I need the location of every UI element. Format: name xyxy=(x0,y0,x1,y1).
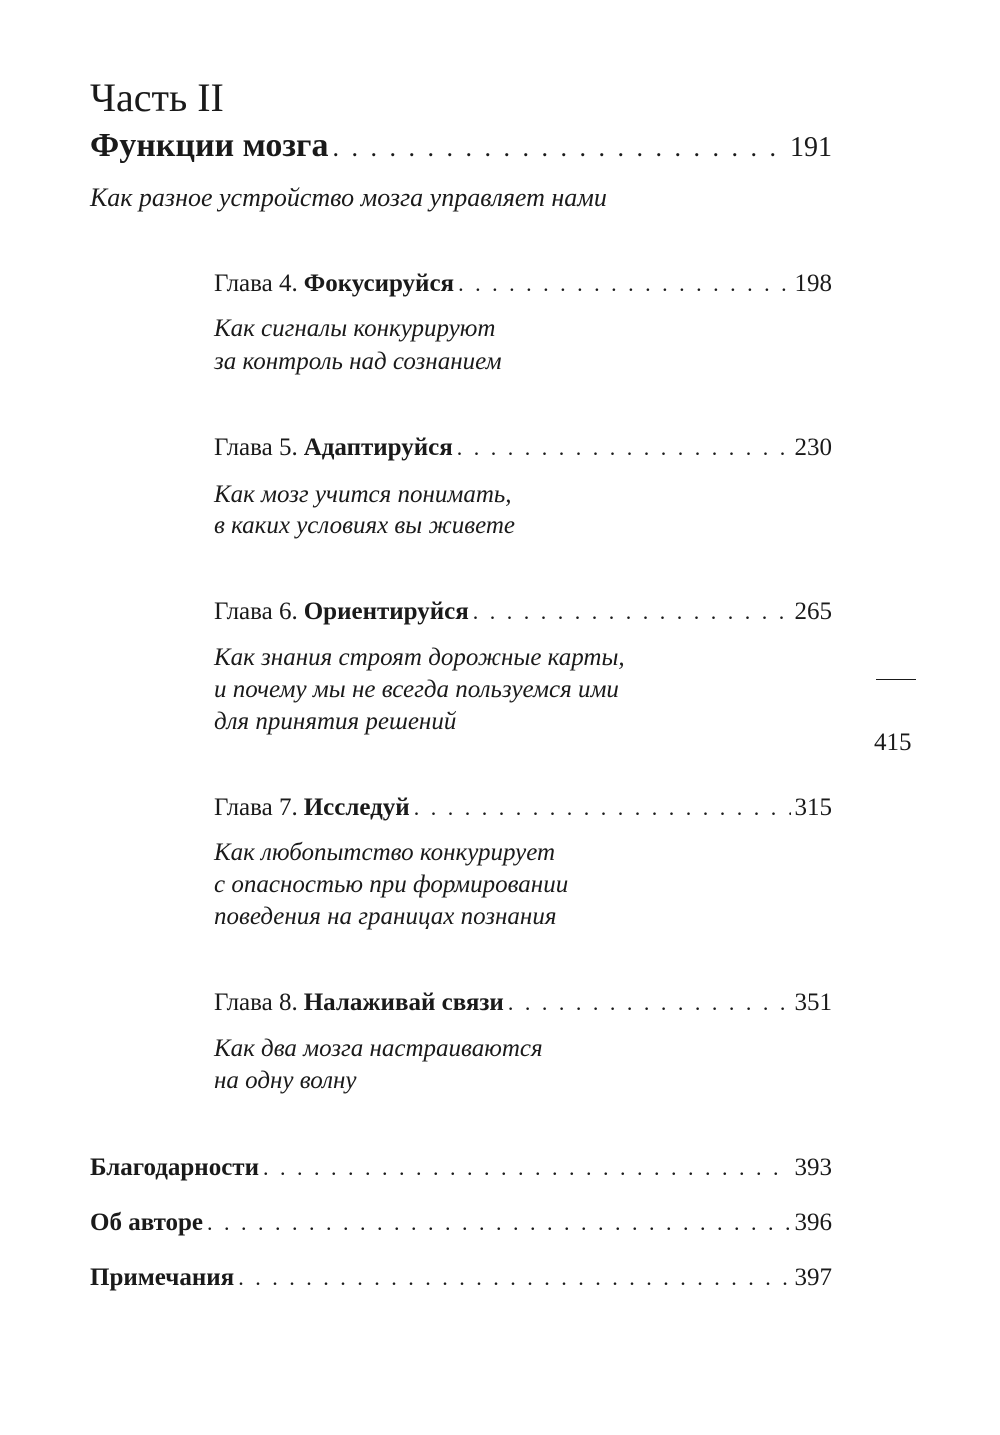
part-page-number: 191 xyxy=(790,132,832,163)
chapter-prefix: Глава 4. xyxy=(214,270,298,297)
dot-leader xyxy=(332,124,786,172)
entry-title: Благодарности xyxy=(90,1154,259,1181)
chapter-subtitle-line: Как два мозга настраиваются xyxy=(214,1035,543,1062)
toc-entry-chapter-4[interactable] xyxy=(214,266,832,302)
page-number-rule xyxy=(876,679,916,680)
entry-page-number: 393 xyxy=(794,1154,832,1181)
chapter-subtitle-line: поведения на границах познания xyxy=(214,903,557,930)
toc-entry-chapter-6[interactable] xyxy=(214,594,832,630)
dot-leader xyxy=(238,1260,790,1296)
chapter-title: Фокусируйся xyxy=(303,270,455,297)
chapter-subtitle-line: Как мозг учится понимать, xyxy=(214,481,512,508)
toc-entry-notes[interactable] xyxy=(90,1260,832,1296)
entry-title: Об авторе xyxy=(90,1209,204,1236)
chapter-title: Налаживай связи xyxy=(303,989,504,1016)
chapter-title: Адаптируйся xyxy=(303,434,453,461)
dot-leader xyxy=(508,985,791,1021)
dot-leader xyxy=(263,1150,791,1186)
chapter-title: Ориентируйся xyxy=(303,598,469,625)
toc-entry-chapter-7[interactable] xyxy=(214,790,832,826)
chapter-subtitle-line: Как знания строят дорожные карты, xyxy=(214,644,625,671)
chapter-title: Исследуй xyxy=(303,794,410,821)
dot-leader xyxy=(414,790,791,826)
dot-leader xyxy=(458,266,790,302)
toc-entry-chapter-8[interactable] xyxy=(214,985,832,1021)
chapter-subtitle-line: для принятия решений xyxy=(214,708,457,735)
chapter-subtitle-line: Как сигналы конкурируют xyxy=(214,315,496,342)
chapter-page-number: 230 xyxy=(794,434,832,461)
toc-entry-acknowledgements[interactable] xyxy=(90,1150,832,1186)
chapter-subtitle-line: Как любопытство конкурирует xyxy=(214,839,556,866)
chapter-prefix: Глава 7. xyxy=(214,794,298,821)
chapter-subtitle-line: на одну волну xyxy=(214,1067,357,1094)
part-title: Функции мозга xyxy=(90,127,329,164)
chapter-prefix: Глава 5. xyxy=(214,434,298,461)
chapter-page-number: 198 xyxy=(794,270,832,297)
chapter-subtitle-line: за контроль над сознанием xyxy=(214,348,502,375)
dot-leader xyxy=(457,430,791,466)
entry-page-number: 396 xyxy=(794,1209,832,1236)
entry-page-number: 397 xyxy=(794,1264,832,1291)
part-title-entry[interactable] xyxy=(90,122,832,172)
part-label: Часть II xyxy=(90,75,224,120)
chapter-subtitle-line: с опасностью при формировании xyxy=(214,871,569,898)
chapter-page-number: 315 xyxy=(794,794,832,821)
toc-entry-chapter-5[interactable] xyxy=(214,430,832,466)
page-number: 415 xyxy=(874,729,912,756)
chapter-prefix: Глава 8. xyxy=(214,989,298,1016)
dot-leader xyxy=(207,1205,790,1241)
chapter-subtitle-line: в каких условиях вы живете xyxy=(214,512,515,539)
chapter-subtitle-line: и почему мы не всегда пользуемся ими xyxy=(214,676,619,703)
chapter-prefix: Глава 6. xyxy=(214,598,298,625)
dot-leader xyxy=(473,594,791,630)
part-subtitle: Как разное устройство мозга управляет нами xyxy=(90,183,607,212)
chapter-page-number: 351 xyxy=(794,989,832,1016)
chapter-page-number: 265 xyxy=(794,598,832,625)
entry-title: Примечания xyxy=(90,1264,235,1291)
toc-entry-about-author[interactable] xyxy=(90,1205,832,1241)
